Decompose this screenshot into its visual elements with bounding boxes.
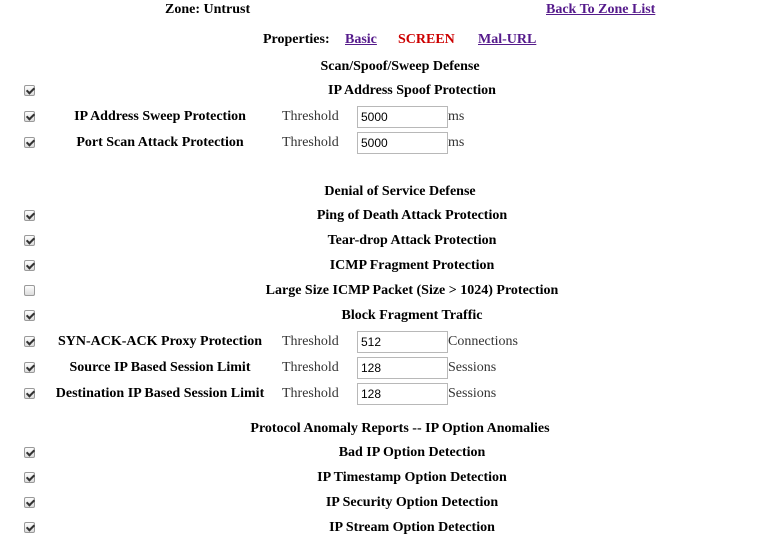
label-block-fragment: Block Fragment Traffic <box>341 308 483 323</box>
unit-source-ip-limit: Sessions <box>448 360 497 375</box>
threshold-label-destination-ip-limit: Threshold <box>282 386 339 401</box>
threshold-label-source-ip-limit: Threshold <box>282 360 339 375</box>
label-syn-ack-ack: SYN-ACK-ACK Proxy Protection <box>57 334 262 349</box>
unit-port-scan: ms <box>448 135 465 150</box>
checkbox-destination-ip-limit[interactable] <box>24 388 35 399</box>
label-tear-drop: Tear-drop Attack Protection <box>327 233 497 248</box>
source-ip-limit-threshold-input[interactable] <box>357 357 448 379</box>
checkbox-ip-timestamp[interactable] <box>24 472 35 483</box>
syn-ack-ack-threshold-input[interactable] <box>357 331 448 353</box>
checkbox-ip-sweep[interactable] <box>24 111 35 122</box>
label-ip-timestamp: IP Timestamp Option Detection <box>317 470 507 485</box>
checkbox-port-scan[interactable] <box>24 137 35 148</box>
unit-ip-sweep: ms <box>448 109 465 124</box>
label-destination-ip-limit: Destination IP Based Session Limit <box>55 386 265 401</box>
unit-destination-ip-limit: Sessions <box>448 386 497 401</box>
ip-sweep-threshold-input[interactable] <box>357 106 448 128</box>
label-source-ip-limit: Source IP Based Session Limit <box>69 360 251 375</box>
checkbox-large-icmp[interactable] <box>24 285 35 296</box>
label-ip-security: IP Security Option Detection <box>325 495 499 510</box>
section-title-dos: Denial of Service Defense <box>324 184 476 199</box>
label-ip-spoof: IP Address Spoof Protection <box>328 83 496 98</box>
tab-basic[interactable]: Basic <box>345 32 377 47</box>
label-ip-stream: IP Stream Option Detection <box>329 520 495 535</box>
label-port-scan: Port Scan Attack Protection <box>76 135 244 150</box>
unit-syn-ack-ack: Connections <box>448 334 518 349</box>
back-to-zone-list-link[interactable]: Back To Zone List <box>546 2 656 17</box>
checkbox-block-fragment[interactable] <box>24 310 35 321</box>
port-scan-threshold-input[interactable] <box>357 132 448 154</box>
checkbox-icmp-fragment[interactable] <box>24 260 35 271</box>
checkbox-ip-spoof[interactable] <box>24 85 35 96</box>
checkbox-source-ip-limit[interactable] <box>24 362 35 373</box>
tab-mal-url[interactable]: Mal-URL <box>478 32 537 47</box>
zone-title: Zone: Untrust <box>165 2 251 17</box>
tab-screen: SCREEN <box>398 32 455 47</box>
destination-ip-limit-threshold-input[interactable] <box>357 383 448 405</box>
checkbox-ip-stream[interactable] <box>24 522 35 533</box>
checkbox-tear-drop[interactable] <box>24 235 35 246</box>
checkbox-syn-ack-ack[interactable] <box>24 336 35 347</box>
label-large-icmp: Large Size ICMP Packet (Size > 1024) Protection <box>265 283 559 298</box>
threshold-label-port-scan: Threshold <box>282 135 339 150</box>
section-title-scan: Scan/Spoof/Sweep Defense <box>320 59 480 74</box>
checkbox-bad-ip-option[interactable] <box>24 447 35 458</box>
label-bad-ip-option: Bad IP Option Detection <box>338 445 486 460</box>
checkbox-ip-security[interactable] <box>24 497 35 508</box>
checkbox-ping-of-death[interactable] <box>24 210 35 221</box>
label-ping-of-death: Ping of Death Attack Protection <box>316 208 508 223</box>
section-title-protocol: Protocol Anomaly Reports -- IP Option Anomalies <box>250 421 550 436</box>
label-icmp-fragment: ICMP Fragment Protection <box>329 258 495 273</box>
threshold-label-ip-sweep: Threshold <box>282 109 339 124</box>
label-ip-sweep: IP Address Sweep Protection <box>74 109 246 124</box>
properties-label: Properties: <box>263 32 330 47</box>
threshold-label-syn-ack-ack: Threshold <box>282 334 339 349</box>
